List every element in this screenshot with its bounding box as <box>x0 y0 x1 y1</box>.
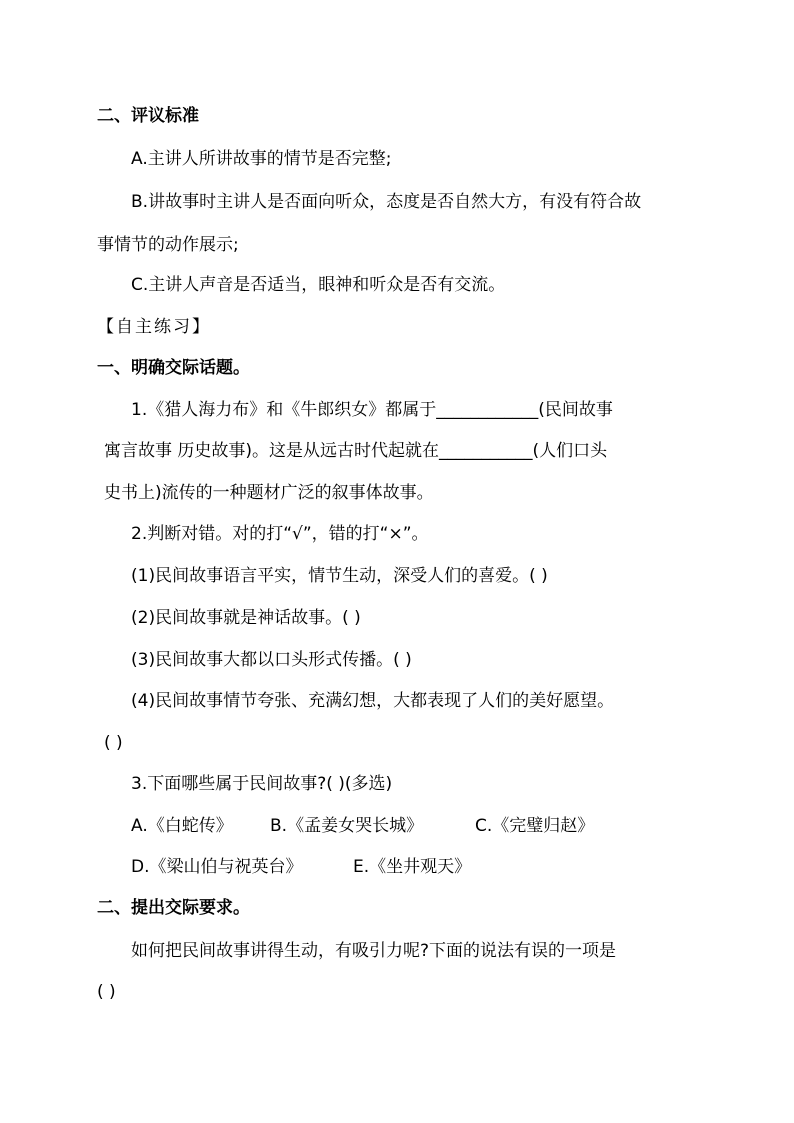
part2-line-2: ( ) <box>97 982 116 1002</box>
practice-heading: 【自主练习】 <box>97 317 211 337</box>
q2-title: 2.判断对错。对的打“√”，错的打“×”。 <box>131 524 429 544</box>
q2-item-3: (3)民间故事大都以口头形式传播。( ) <box>131 650 412 670</box>
part2-heading: 二、提出交际要求。 <box>97 898 250 918</box>
q3-option-a: A.《白蛇传》 <box>131 816 233 836</box>
q2-item-1: (1)民间故事语言平实，情节生动，深受人们的喜爱。( ) <box>131 566 548 586</box>
q3-option-e: E.《坐井观天》 <box>353 857 472 877</box>
criteria-c: C.主讲人声音是否适当，眼神和听众是否有交流。 <box>131 275 506 295</box>
q3-title: 3.下面哪些属于民间故事?( )(多选) <box>131 774 393 794</box>
q1-line-2: 寓言故事 历史故事)。这是从远古时代起就在___________(人们口头 <box>104 441 608 461</box>
q2-item-2: (2)民间故事就是神话故事。( ) <box>131 608 361 628</box>
q2-item-4-cont: ( ) <box>104 733 123 753</box>
part1-heading: 一、明确交际话题。 <box>97 358 250 378</box>
q1-line-1: 1.《猎人海力布》和《牛郎织女》都属于____________(民间故事 <box>131 400 613 420</box>
criteria-b-cont: 事情节的动作展示; <box>97 235 239 255</box>
q2-item-4: (4)民间故事情节夸张、充满幻想，大都表现了人们的美好愿望。 <box>131 691 615 711</box>
criteria-a: A.主讲人所讲故事的情节是否完整; <box>131 149 392 169</box>
q3-option-b: B.《孟姜女哭长城》 <box>270 816 424 836</box>
q1-line-3: 史书上)流传的一种题材广泛的叙事体故事。 <box>104 483 434 503</box>
criteria-heading: 二、评议标准 <box>97 106 199 126</box>
criteria-b: B.讲故事时主讲人是否面向听众，态度是否自然大方，有没有符合故 <box>131 192 642 212</box>
q3-option-c: C.《完璧归赵》 <box>475 816 595 836</box>
q3-option-d: D.《梁山伯与祝英台》 <box>131 857 303 877</box>
part2-line-1: 如何把民间故事讲得生动，有吸引力呢?下面的说法有误的一项是 <box>131 941 617 961</box>
